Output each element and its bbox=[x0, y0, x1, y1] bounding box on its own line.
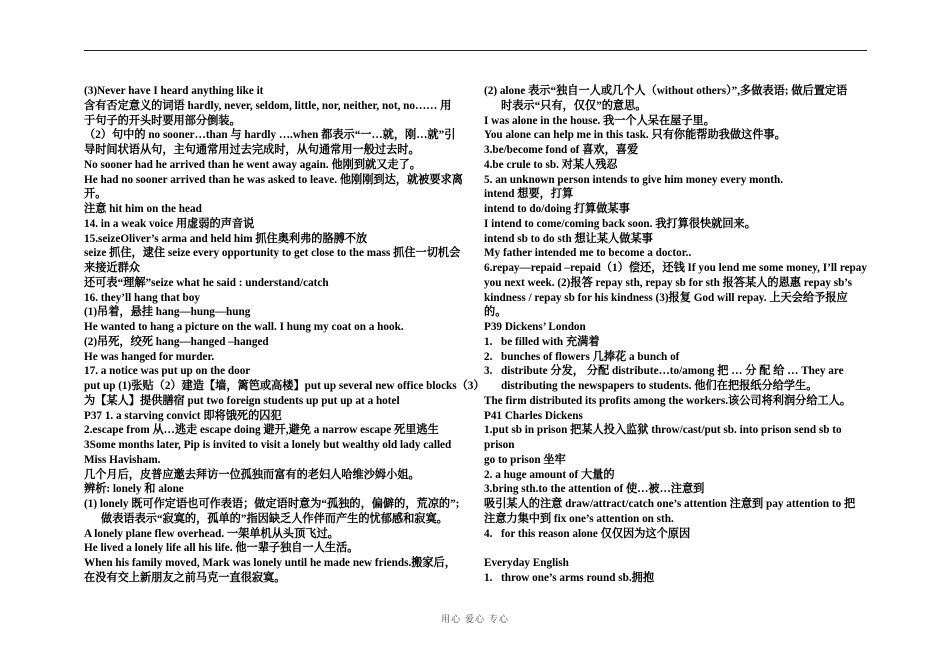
line-text: No sooner had he arrived than he went away again. 他刚到就又走了。 bbox=[84, 158, 421, 171]
line-text: bunches of flowers 几捧花 a bunch of bbox=[501, 350, 680, 363]
text-line bbox=[84, 571, 466, 586]
text-line bbox=[84, 335, 466, 350]
line-text: My father intended me to become a doctor.. bbox=[484, 247, 692, 260]
line-text: distribute 分发， 分配 distribute…to/among 把 … 分 配 给 … They are bbox=[501, 365, 844, 378]
line-text: (2) alone 表示“独自一人或几个人（without others）”,多做表语; 做后置定语 bbox=[484, 85, 848, 97]
text-line bbox=[84, 261, 466, 276]
text-line bbox=[84, 232, 466, 247]
line-text: He lived a lonely life all his life. 他一辈子独自一人生活。 bbox=[84, 542, 359, 555]
text-line bbox=[84, 527, 466, 542]
line-text: 注意 hit him on the head bbox=[84, 203, 202, 215]
text-line bbox=[84, 497, 466, 512]
line-text: 3.bring sth.to the attention of 使…被…注意到 bbox=[484, 483, 705, 496]
text-line bbox=[484, 187, 868, 202]
line-text: 辨析: lonely 和 alone bbox=[84, 483, 184, 496]
line-text: 吸引某人的注意 draw/attract/catch one’s attention 注意到 pay attention to 把 bbox=[484, 498, 856, 510]
line-text: Miss Havisham. bbox=[84, 453, 161, 466]
text-line bbox=[484, 261, 868, 276]
text-line bbox=[84, 364, 466, 379]
text-line bbox=[84, 187, 466, 202]
line-text: 1.put sb in prison 把某人投入监狱 throw/cast/put sb. into prison send sb to bbox=[484, 424, 842, 437]
list-number: 1. bbox=[484, 571, 493, 584]
text-line bbox=[84, 276, 466, 291]
list-number: 1. bbox=[484, 335, 493, 348]
line-text: 6.repay—repaid –repaid（1）偿还，还钱 If you lend me some money, I’ll repay bbox=[484, 262, 867, 274]
text-line bbox=[84, 409, 466, 424]
line-text: 含有否定意义的词语 hardly, never, seldom, little, nor, neither, not, no…… 用 bbox=[84, 99, 452, 112]
line-text: 在没有交上新朋友之前马克一直很寂寞。 bbox=[84, 571, 286, 584]
text-line bbox=[84, 158, 466, 173]
text-line bbox=[484, 364, 868, 379]
line-text: 做表语表示“寂寞的，孤单的”指因缺乏人作伴而产生的忧郁感和寂寞。 bbox=[101, 512, 448, 525]
text-line bbox=[484, 246, 868, 261]
line-text: 17. a notice was put up on the door bbox=[84, 365, 251, 378]
line-text: 的。 bbox=[484, 306, 507, 319]
line-text: 2.escape from 从…逃走 escape doing 避开,避免 a narrow escape 死里逃生 bbox=[84, 424, 439, 437]
line-text: 为【某人】提供膳宿 put two foreign students up put up at a hotel bbox=[84, 394, 400, 407]
line-text: I was alone in the house. 我一个人呆在屋子里。 bbox=[484, 114, 715, 127]
text-line bbox=[484, 114, 868, 129]
text-line bbox=[484, 350, 868, 365]
text-line bbox=[484, 438, 868, 453]
line-text: 3Some months later, Pip is invited to visit a lonely but wealthy old lady called bbox=[84, 439, 452, 451]
text-line bbox=[484, 423, 868, 438]
text-line bbox=[84, 217, 466, 232]
line-text: 导时间状语从句，主句通常用过去完成时，从句通常用一般过去时。 bbox=[84, 144, 420, 156]
list-number: 3. bbox=[484, 365, 493, 378]
text-line bbox=[484, 571, 868, 586]
line-text: intend 想要，打算 bbox=[484, 188, 574, 201]
line-text: 于句子的开头时要用部分倒装。 bbox=[84, 114, 241, 127]
blank-line bbox=[484, 541, 868, 556]
text-line bbox=[484, 99, 868, 114]
line-text: 16. they’ll hang that boy bbox=[84, 291, 200, 304]
list-number: 2. bbox=[484, 350, 493, 363]
text-line bbox=[84, 394, 466, 409]
text-line bbox=[484, 527, 868, 542]
header-rule bbox=[84, 50, 867, 51]
text-line bbox=[84, 202, 466, 217]
text-line bbox=[84, 468, 466, 483]
line-text: throw one’s arms round sb.拥抱 bbox=[501, 571, 655, 584]
line-text: 还可表“理解”seize what he said : understand/catch bbox=[84, 276, 329, 289]
line-text: 几个月后，皮普应邀去拜访一位孤独而富有的老妇人哈维沙姆小姐。 bbox=[84, 468, 420, 481]
line-text: (3)Never have I heard anything like it bbox=[84, 85, 264, 97]
text-line bbox=[484, 512, 868, 527]
text-line bbox=[484, 453, 868, 468]
line-text: be filled with 充满着 bbox=[501, 335, 600, 348]
line-text: (1)吊着，悬挂 hang—hung—hung bbox=[84, 306, 251, 319]
list-number: 4. bbox=[484, 527, 493, 540]
text-line bbox=[484, 482, 868, 497]
text-line bbox=[84, 438, 466, 453]
line-text: 2. a huge amount of 大量的 bbox=[484, 468, 615, 481]
line-text: distributing the newspapers to students. 他们在把报纸分给学生。 bbox=[501, 380, 818, 392]
line-text: put up (1)张贴（2）建造【墙，篱笆或高楼】put up several new office blocks（3） bbox=[84, 380, 485, 392]
right-column bbox=[484, 84, 868, 586]
text-line bbox=[484, 158, 868, 173]
text-line bbox=[84, 114, 466, 129]
text-line bbox=[484, 379, 868, 394]
text-line bbox=[84, 350, 466, 365]
text-line bbox=[484, 394, 868, 409]
text-line bbox=[84, 453, 466, 468]
line-text: He was hanged for murder. bbox=[84, 350, 215, 363]
page-footer: 用心 爱心 专心 bbox=[441, 615, 509, 625]
text-line bbox=[84, 320, 466, 335]
line-text: 3.be/become fond of 喜欢，喜爱 bbox=[484, 144, 639, 156]
text-line bbox=[84, 512, 466, 527]
text-line bbox=[484, 128, 868, 143]
text-line bbox=[84, 84, 466, 99]
text-line bbox=[484, 276, 868, 291]
line-text: 14. in a weak voice 用虚弱的声音说 bbox=[84, 217, 255, 230]
text-line bbox=[484, 143, 868, 158]
text-line bbox=[484, 468, 868, 483]
line-text: seize 抓住，逮住 seize every opportunity to get close to the mass 抓住一切机会 bbox=[84, 247, 461, 260]
text-line bbox=[484, 556, 868, 571]
line-text: prison bbox=[484, 439, 515, 451]
text-line bbox=[484, 305, 868, 320]
text-line bbox=[84, 143, 466, 158]
text-line bbox=[84, 99, 466, 114]
line-text: P41 Charles Dickens bbox=[484, 409, 583, 422]
line-text: for this reason alone 仅仅因为这个原因 bbox=[501, 527, 691, 540]
line-text: intend to do/doing 打算做某事 bbox=[484, 203, 630, 215]
text-line bbox=[484, 320, 868, 335]
text-line bbox=[84, 246, 466, 261]
line-text: 15.seizeOliver’s arma and held him 抓住奥利弗的胳膊不放 bbox=[84, 232, 368, 245]
text-line bbox=[484, 497, 868, 512]
line-text: 注意力集中到 fix one’s attention on sth. bbox=[484, 512, 674, 525]
text-line bbox=[484, 173, 868, 188]
line-text: A lonely plane flew overhead. 一架单机从头顶飞过。 bbox=[84, 527, 339, 540]
line-text: He wanted to hang a picture on the wall. I hung my coat on a hook. bbox=[84, 321, 404, 333]
text-line bbox=[84, 379, 485, 394]
text-line bbox=[84, 305, 466, 320]
text-line bbox=[484, 232, 868, 247]
text-line bbox=[484, 217, 868, 232]
line-text: 5. an unknown person intends to give him money every month. bbox=[484, 173, 783, 186]
text-line bbox=[84, 556, 466, 571]
line-text: you next week. (2)报答 repay sth, repay sb for sth 报答某人的恩惠 repay sb’s bbox=[484, 276, 852, 289]
text-line bbox=[84, 173, 466, 188]
text-line bbox=[84, 291, 466, 306]
line-text: P39 Dickens’ London bbox=[484, 321, 586, 333]
text-line bbox=[84, 541, 466, 556]
line-text: 时表示“只有，仅仅”的意思。 bbox=[501, 99, 647, 112]
text-line bbox=[484, 335, 868, 350]
line-text: (2)吊死，绞死 hang—hanged –hanged bbox=[84, 335, 269, 348]
line-text: The firm distributed its profits among the workers.该公司将利润分给工人。 bbox=[484, 394, 852, 407]
line-text: When his family moved, Mark was lonely until he made new friends.搬家后， bbox=[84, 557, 456, 569]
text-line bbox=[84, 482, 466, 497]
line-text: 开。 bbox=[84, 188, 107, 201]
line-text: go to prison 坐牢 bbox=[484, 453, 566, 466]
line-text: Everyday English bbox=[484, 557, 569, 569]
line-text: （2）句中的 no sooner…than 与 hardly ….when 都表示“一…就，刚…就”引 bbox=[84, 129, 456, 142]
left-column bbox=[84, 84, 485, 586]
line-text: intend sb to do sth 想让某人做某事 bbox=[484, 232, 653, 245]
line-text: kindness / repay sb for his kindness (3)报复 God will repay. 上天会给予报应 bbox=[484, 291, 848, 304]
text-line bbox=[484, 84, 868, 99]
line-text: I intend to come/coming back soon. 我打算很快就回来。 bbox=[484, 217, 756, 230]
text-line bbox=[84, 423, 466, 438]
line-text: 来接近群众 bbox=[84, 262, 140, 274]
line-text: (1) lonely 既可作定语也可作表语；做定语时意为“孤独的，偏僻的，荒凉的”; bbox=[84, 498, 460, 510]
line-text: 4.be crule to sb. 对某人残忍 bbox=[484, 158, 618, 171]
line-text: He had no sooner arrived than he was asked to leave. 他刚刚到达，就被要求离 bbox=[84, 173, 463, 186]
text-line bbox=[484, 202, 868, 217]
line-text: P37 1. a starving convict 即将饿死的囚犯 bbox=[84, 409, 282, 422]
text-line bbox=[484, 409, 868, 424]
text-line bbox=[484, 291, 868, 306]
text-line bbox=[84, 128, 466, 143]
line-text: You alone can help me in this task. 只有你能帮助我做这件事。 bbox=[484, 129, 786, 142]
